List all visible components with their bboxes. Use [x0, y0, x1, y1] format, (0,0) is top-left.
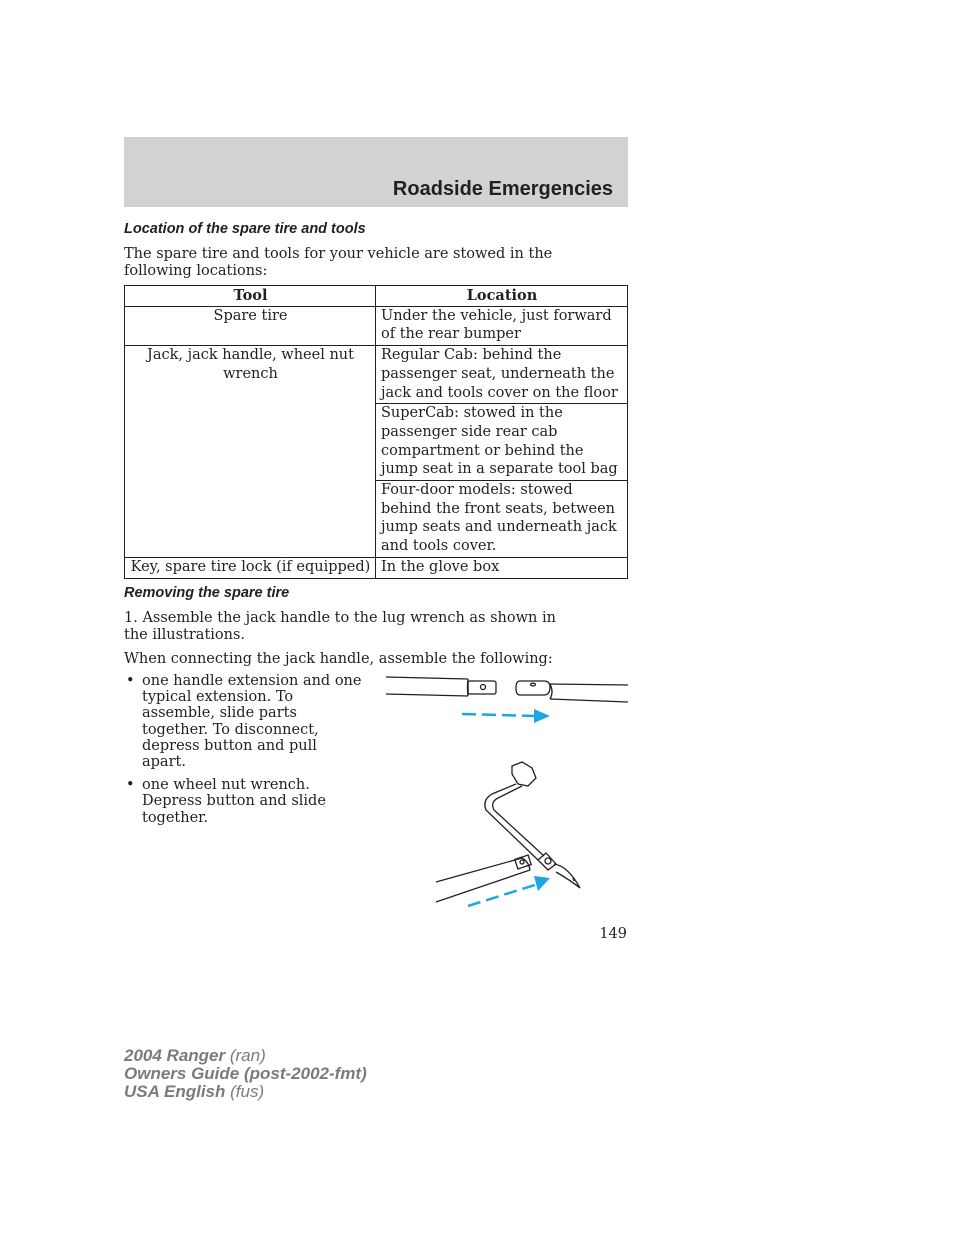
page-number: 149	[599, 926, 627, 942]
document-footer	[124, 1047, 367, 1101]
table-row	[125, 306, 628, 345]
table-row	[125, 557, 628, 578]
list-item	[124, 777, 364, 826]
footer-language: USA English	[124, 1082, 226, 1101]
footer-model: 2004 Ranger	[124, 1046, 226, 1065]
section-header-band	[124, 137, 628, 207]
table-cell-location: Regular Cab: behind the passenger seat, underneath the jack and tools cover on the floor	[376, 346, 628, 404]
table-cell-location: Four-door models: stowed behind the front seats, between jump seats and underneath jack and tools cover.	[376, 481, 628, 558]
tools-location-table	[124, 285, 628, 579]
column-header-tool: Tool	[125, 286, 376, 307]
table-cell-tool: Jack, jack handle, wheel nut wrench	[125, 346, 376, 558]
list-item-text: one wheel nut wrench. Depress button and slide together.	[142, 777, 326, 826]
table-cell-location: In the glove box	[376, 557, 628, 578]
intro-paragraph: The spare tire and tools for your vehicle are stowed in the following locations:	[124, 246, 553, 279]
footer-model-code: (ran)	[229, 1046, 266, 1065]
bullet-icon: •	[126, 673, 135, 689]
table-cell-location: Under the vehicle, just forward of the rear bumper	[376, 306, 628, 345]
section-title: Roadside Emergencies	[392, 178, 613, 200]
footer-language-code: (fus)	[230, 1082, 265, 1101]
step-1-paragraph: 1. Assemble the jack handle to the lug wrench as shown in the illustrations.	[124, 610, 556, 643]
direction-arrow-icon	[462, 709, 550, 723]
table-cell-tool: Key, spare tire lock (if equipped)	[125, 557, 376, 578]
table-cell-location: SuperCab: stowed in the passenger side rear cab compartment or behind the jump seat in a separate tool bag	[376, 404, 628, 481]
list-item	[124, 673, 364, 770]
subheading-removing-spare-tire: Removing the spare tire	[124, 585, 290, 601]
table-header-row	[125, 286, 628, 307]
wheel-nut-wrench-illustration	[430, 760, 630, 920]
bullet-icon: •	[126, 777, 135, 794]
direction-arrow-icon	[468, 876, 550, 906]
table-row	[125, 346, 628, 404]
subheading-spare-tire-location: Location of the spare tire and tools	[124, 221, 366, 237]
assembly-bullet-list	[124, 673, 364, 833]
connect-paragraph: When connecting the jack handle, assemble the following:	[124, 651, 553, 667]
column-header-location: Location	[376, 286, 628, 307]
list-item-text: one handle extension and one typical extension. To assemble, slide parts together. To disconnect, depress button and pull apart.	[142, 673, 362, 771]
footer-guide: Owners Guide (post-2002-fmt)	[124, 1064, 367, 1083]
handle-extension-illustration	[384, 670, 630, 730]
table-cell-tool: Spare tire	[125, 306, 376, 345]
